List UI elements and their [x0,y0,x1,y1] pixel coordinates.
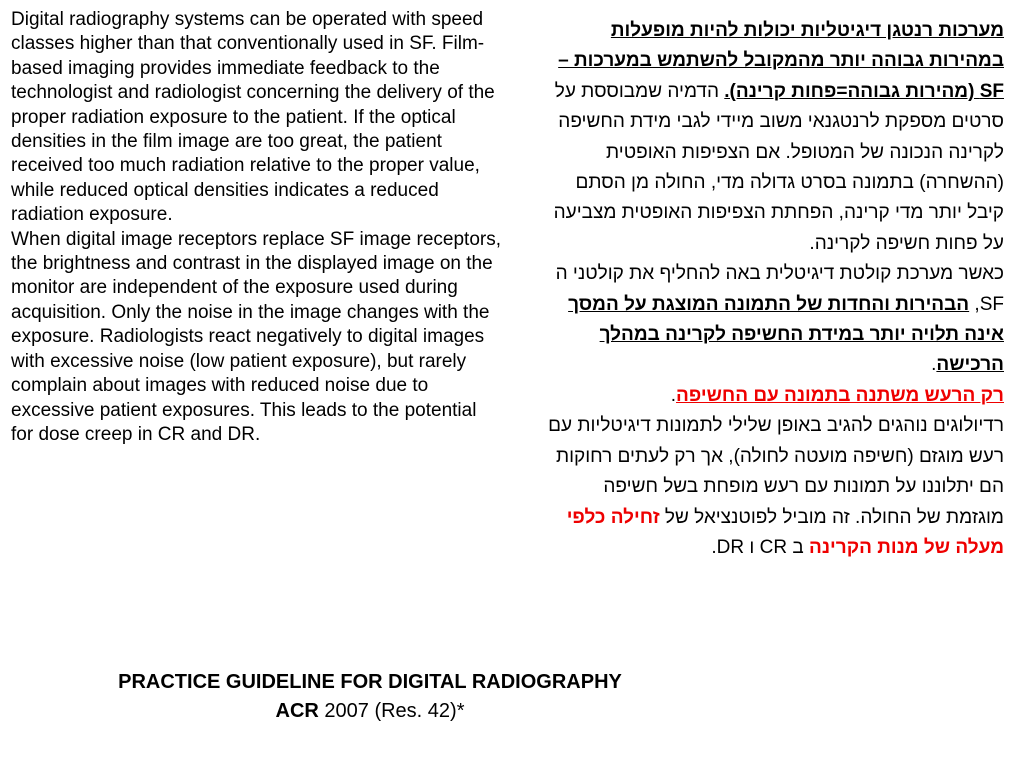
hebrew-paragraph-1-body: הדמיה שמבוססת על סרטים מספקת לרנטגנאי משוב מיידי לגבי מידת החשיפה לקרינה הנכונה של המטופל. אם הצפיפות האופטית (ההשחרה) בתמונה בסרט גדולה מדי, החולה מן הסתם קיבל יותר מדי קרינה, הפחתת הצפיפות האופטית מצביעה על פחות חשיפה לקרינה. [553,80,1004,254]
caption-org: ACR [275,700,319,722]
hebrew-text-column [548,16,1004,563]
caption-title: PRACTICE GUIDELINE FOR DIGITAL RADIOGRAPHY [118,671,622,693]
hebrew-paragraph-2-highlight: הבהירות והחדות של התמונה המוצגת על המסך אינה תלויה יותר במידת החשיפה לקרינה במהלך הרכישה [568,293,1004,376]
hebrew-paragraph-2 [548,259,1004,381]
hebrew-paragraph-4-body: רדיולוגים נוהגים להגיב באופן שלילי לתמונות דיגיטליות עם רעש מוגזם (חשיפה מועטה לחולה), אך רק לעתים רחוקות הם יתלוננו על תמונות עם רעש מופחת בשל חשיפה מוגזמת של החולה. זה מוביל לפוטנציאל של [548,415,1004,528]
source-caption [0,668,740,726]
caption-citation [0,697,740,726]
hebrew-paragraph-4 [548,411,1004,563]
hebrew-paragraph-2-intro: כאשר מערכת קולטת דיגיטלית באה להחליף את קולטני ה SF, [555,263,1004,315]
english-paragraph-1: Digital radiography systems can be operated with speed classes higher than that conventionally used in SF. Film-based imaging provides immediate feedback to the technologist and radiologist concerning the delivery of the proper radiation exposure to the patient. If the optical densities in the film image are too great, the patient received too much radiation relative to the proper value, while reduced optical densities indicates a reduced radiation exposure. [11,9,495,226]
hebrew-paragraph-3 [548,381,1004,411]
hebrew-dose-creep-term: זחילה כלפי מעלה של מנות הקרינה [566,506,1004,558]
english-paragraph-2: When digital image receptors replace SF image receptors, the brightness and contrast in the displayed image on the monitor are independent of the exposure used during acquisition. Only the noise in the image changes with the exposure. Radiologists react negatively to digital images with excessive noise (low patient exposure), but rarely complain about images with reduced noise due to excessive patient exposures. This leads to the potential for dose creep in CR and DR. [11,228,502,445]
hebrew-paragraph-3-period: . [670,384,677,406]
caption-year-res: 2007 (Res. 42)* [318,700,465,722]
hebrew-paragraph-4-end: ב CR ו DR. [711,536,809,558]
english-text-column [11,8,501,447]
hebrew-paragraph-1 [548,16,1004,259]
hebrew-paragraph-2-period: . [931,354,937,376]
hebrew-paragraph-1-heading: מערכות רנטגן דיגיטליות יכולות להיות מופעלות במהירות גבוהה יותר מהמקובל להשתמש במערכות –SF (מהירות גבוהה=פחות קרינה). [558,20,1004,102]
hebrew-noise-statement: רק הרעש משתנה בתמונה עם החשיפה [676,384,1004,406]
